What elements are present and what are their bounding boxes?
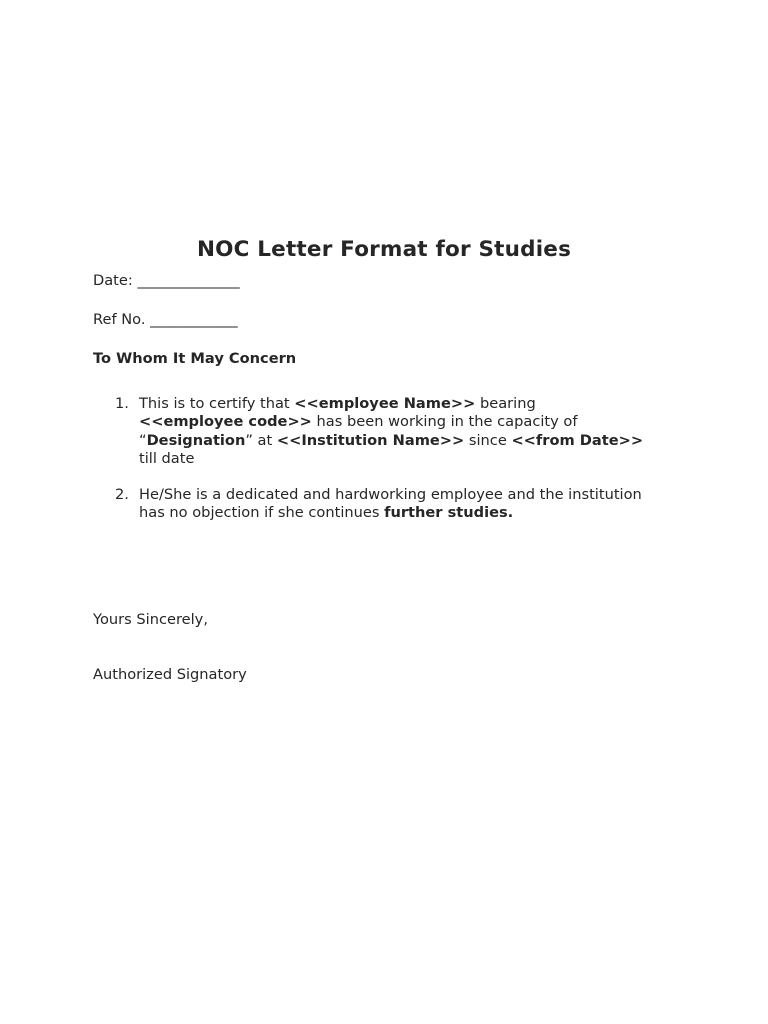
text-segment: He/She is a dedicated and hardworking employee and the institution — [139, 486, 642, 503]
text-segment: since — [464, 431, 512, 449]
from-date-placeholder: <<from Date>> — [511, 431, 644, 449]
text-segment: “ — [139, 431, 147, 449]
text-segment: has no objection if she continues — [139, 504, 385, 522]
text-segment: This is to certify that — [139, 395, 295, 412]
further-studies-text: further studies. — [384, 504, 514, 522]
ref-label: Ref No. — [93, 311, 146, 328]
list-item-text — [139, 486, 699, 523]
text-segment: till date — [139, 449, 195, 467]
date-line — [93, 272, 240, 290]
employee-code-placeholder: <<employee code>> — [139, 413, 312, 431]
date-blank: ______________ — [137, 272, 240, 289]
text-segment: bearing — [475, 395, 536, 412]
text-segment: ” at — [245, 431, 277, 449]
list-number: 1. — [115, 395, 129, 412]
list-item-text — [139, 395, 699, 468]
institution-name-placeholder: <<Institution Name>> — [276, 431, 465, 449]
signatory: Authorized Signatory — [93, 666, 247, 683]
designation-placeholder: Designation — [146, 431, 246, 449]
employee-name-placeholder: <<employee Name>> — [294, 395, 476, 412]
closing: Yours Sincerely, — [93, 611, 208, 628]
page-title: NOC Letter Format for Studies — [196, 237, 572, 262]
ref-blank: ____________ — [150, 311, 238, 328]
list-number: 2. — [115, 486, 129, 503]
date-label: Date: — [93, 272, 133, 289]
salutation: To Whom It May Concern — [93, 350, 297, 367]
text-segment: has been working in the capacity of — [311, 413, 578, 431]
ref-line — [93, 311, 238, 329]
